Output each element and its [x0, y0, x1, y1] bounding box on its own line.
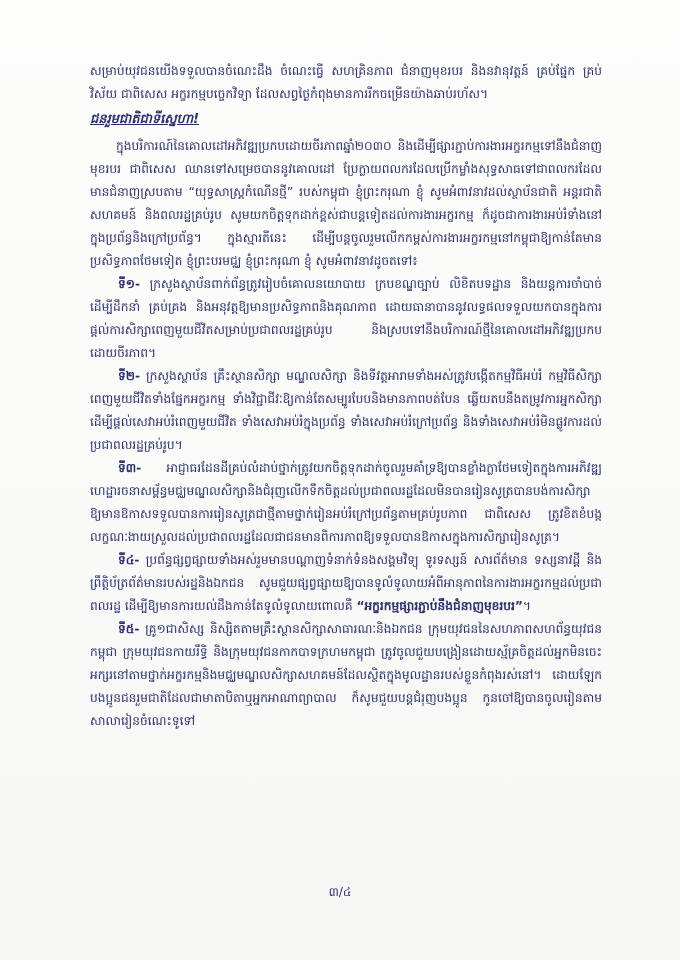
item-number: ទី៥- [118, 622, 140, 636]
item-text: ក្រសួងស្ថាប័ន គ្រឹះស្ថានសិក្សា មណ្ឌលសិក្សា និងទីវត្តអារាមទាំងអស់ត្រូវបង្កើតកម្មវិធីអប់រំ កម្មវិធីសិក្សាពេញមួយជីវិតទាំងផ្នែកអក្ខរកម្ម ទាំងវិជ្ជាជីវៈឱ្យកាន់តែសម្បូរបែបនិងមានភាពបត់បែន ឆ្លើយតបនឹងតម្រូវការអ្នកសិក្សា ដើម្បីផ្ដល់សេវាអប់រំពេញមួយជីវិត ទាំងសេវាអប់រំក្នុងប្រព័ន្ធ ទាំងសេវាអប់រំក្រៅប្រព័ន្ធ និងទាំងសេវាអប់រំមិនផ្លូវការដល់ប្រជាពលរដ្ឋគ្រប់រូប។ [90, 369, 603, 452]
item-text: ក្រសួងស្ថាប័នពាក់ព័ន្ធត្រូវរៀបចំគោលនយោបាយ ក្របខណ្ឌច្បាប់ លិខិតបទដ្ឋាន និងយន្តការចាំបាច់ ដើម្បីដឹកនាំ គ្រប់គ្រង និងអនុវត្តឱ្យមានប្រសិទ្ធភាពនិងគុណភាព ដោយធានាបាននូវលទ្ធផលទទួលយកបានក្នុងការផ្ដល់ការសិក្សាពេញមួយជីវិតសម្រាប់ប្រជាពលរដ្ឋគ្រប់រូប និងស្របទៅនឹងបរិការណ៍ថ្មីនៃគោលដៅអភិវឌ្ឍប្រកបដោយចីរភាព។ [90, 277, 602, 360]
list-item-5 [90, 618, 602, 733]
list-item-3 [90, 457, 602, 549]
item-number: ទី២- [118, 369, 141, 383]
item-number: ទី៤- [118, 553, 140, 567]
item-number: ទី១- [118, 277, 141, 291]
item-text: គ្រូ១ជាសិស្ស និស្សិតតាមគ្រឹះស្ថានសិក្សាសាធារណៈនិងឯកជន ក្រុមយុវជននៃសហភាពសហព័ន្ធយុវជនកម្ពុជា ក្រុមយុវជនកាយរឹទ្ធិ និងក្រុមយុវជនកាកបាទក្រហមកម្ពុជា ត្រូវចូលជួយបង្រៀនដោយស្ម័គ្រចិត្តដល់អ្នកមិនចេះអក្សរនៅតាមថ្នាក់អក្ខរកម្មនិងមជ្ឈមណ្ឌលសិក្សាសហគមន៍ដែលស្ថិតក្នុងមូលដ្ឋានរបស់ខ្លួនកំពុងរស់នៅ។ ដោយឡែក បងប្អូនជនរួមជាតិដែលជាមាតាបិតាឬអ្នកអាណាព្យាបាល ក៏សូមជួយបន្តជំរុញបងប្អូន កូនចៅឱ្យបានចូលរៀនតាមសាលារៀនចំណេះទូទៅ [90, 622, 602, 728]
item-text: អាជ្ញាធរដែនដីគ្រប់លំដាប់ថ្នាក់ត្រូវយកចិត្តទុកដាក់ចូលរួមគាំទ្រឱ្យបានខ្លាំងក្លាថែមទៀតក្នុងការអភិវឌ្ឍហេដ្ឋារចនាសម្ព័ន្ធមជ្ឈមណ្ឌលសិក្សានិងជំរុញលើកទឹកចិត្តដល់ប្រជាពលរដ្ឋដែលមិនបានរៀនសូត្របានបង់ការសិក្សា ឱ្យមានឱកាសទទួលបានការរៀនសូត្រជាថ្មីតាមថ្នាក់រៀនអប់រំក្រៅប្រព័ន្ធតាមគ្រប់រូបភាព ជាពិសេស ត្រូវខិតខំបង្កលក្ខណៈងាយស្រួលដល់ប្រជាពលរដ្ឋដែលជាជនមានពិការភាពឱ្យទទួលបានឱកាសក្នុងការសិក្សារៀនសូត្រ។ [90, 461, 602, 544]
list-item-4 [90, 549, 602, 618]
section-heading: ជនរួមជាតិជាទីស្នេហា! [90, 112, 200, 127]
item-tail: ។ [522, 599, 531, 613]
item-emphasis: “អក្ខរកម្មផ្សារភ្ជាប់នឹងជំនាញមុខរបរ” [356, 599, 523, 613]
page-number: ៣/៤ [328, 885, 352, 899]
item-number: ទី៣- [118, 461, 142, 475]
item-text: ប្រព័ន្ធផ្សព្វផ្សាយទាំងអស់រួមមានបណ្ដាញទំនាក់ទំនងសង្គមវិទ្យុ ទូរទស្សន៍ សារព័ត៌មាន ទស្សនាវដ្ដី និងព្រឹត្តិប័ត្រព័ត៌មានរបស់រដ្ឋនិងឯកជន សូមជួយផ្សព្វផ្សាយឱ្យបានទូលំទូលាយអំពីអានុភាពនៃការងារអក្ខរកម្មដល់ប្រជាពលរដ្ឋ ដើម្បីឱ្យមានការយល់ដឹងកាន់តែទូលំទូលាយពោលគឺ [90, 553, 602, 613]
body-paragraph: ក្នុងបរិការណ៍នៃគោលដៅអភិវឌ្ឍប្រកបដោយចីរភាពឆ្នាំ២០៣០ និងដើម្បីផ្សារភ្ជាប់ការងារអក្ខរកម្មទៅនឹងជំនាញមុខរបរ ជាពិសេស ឈានទៅសម្រេចបាននូវគោលដៅ ប្រែក្លាយពលករដែលប្រើកម្លាំងសុទ្ធសាធទៅជាពលករដែលមានជំនាញស្របតាម “យុទ្ធសាស្ត្រកំណើនថ្មី” របស់កម្ពុជា ខ្ញុំព្រះករុណា ខ្ញុំ សូមអំពាវនាវដល់ស្ថាប័នជាតិ អន្តរជាតិ សហគមន៍ និងពលរដ្ឋគ្រប់រូប សូមយកចិត្តទុកដាក់ខ្ពស់ជាបន្តទៀតដល់ការងារអក្ខរកម្ម ក៏ដូចជាការងារអប់រំទាំងនៅក្នុងប្រព័ន្ធនិងក្រៅប្រព័ន្ធ។ ក្នុងស្មារតីនេះ ដើម្បីបន្តចូលរួមលើកកម្ពស់ការងារអក្ខរកម្មនៅកម្ពុជាឱ្យកាន់តែមានប្រសិទ្ធភាពថែមទៀត ខ្ញុំព្រះបរមជ្ឈ ខ្ញុំព្រះករុណា ខ្ញុំ សូមអំពាវនាវដូចតទៅ៖ [90, 139, 602, 268]
list-item-1 [90, 273, 602, 365]
intro-paragraph: សម្រាប់យុវជនយើងទទួលបានចំណេះដឹង ចំណេះធ្វើ សហគ្រិនភាព ជំនាញមុខរបរ និងនវានុវត្តន៍ គ្រប់ផ្នែក គ្រប់វិស័យ ជាពិសេស អក្ខរកម្មបច្ចេកវិទ្យា ដែលសព្វថ្ងៃកំពុងមានការរីកចម្រើនយ៉ាងឆាប់រហ័ស។ [90, 64, 602, 101]
list-item-2 [90, 365, 602, 457]
